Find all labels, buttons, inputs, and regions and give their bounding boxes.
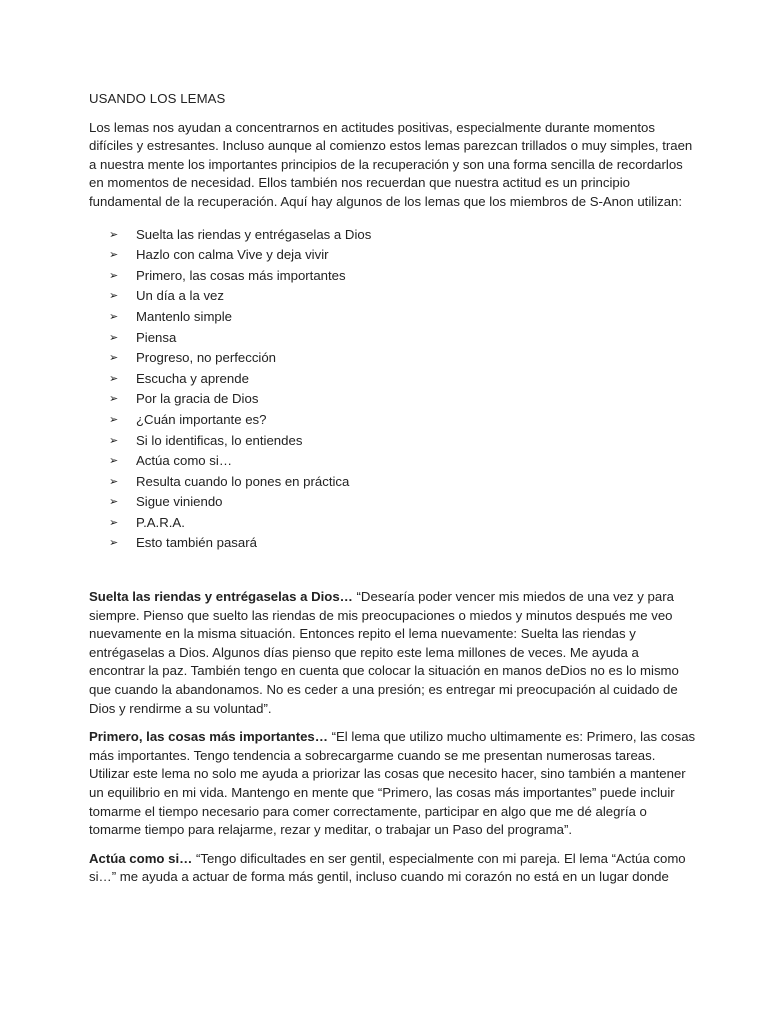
list-item	[109, 328, 698, 349]
arrowhead-bullet-icon: ➢	[109, 537, 119, 550]
list-item-label: Un día a la vez	[136, 288, 224, 304]
section-text: “Tengo dificultades en ser gentil, especialmente con mi pareja. El lema “Actúa como si…” me ayuda a actuar de forma más gentil, incluso cuando mi corazón no está en un lugar donde	[89, 850, 686, 885]
arrowhead-bullet-icon: ➢	[109, 228, 119, 241]
section-heading: Suelta las riendas y entrégaselas a Dios…	[89, 589, 353, 605]
list-item	[109, 533, 698, 554]
intro-paragraph: Los lemas nos ayudan a concentrarnos en actitudes positivas, especialmente durante momentos difíciles y estresantes. Incluso aunque al comienzo estos lemas parezcan trillados o muy simples, traen a nuestra mente los importantes principios de la recuperación y son una forma sencilla de recordarlos en momentos de necesidad. Ellos también nos recuerdan que nuestra actitud es un principio fundamental de la recuperación. Aquí hay algunos de los lemas que los miembros de S-Anon utilizan:	[89, 119, 693, 209]
list-item-label: Por la gracia de Dios	[136, 391, 259, 407]
section-primero-las-cosas	[89, 728, 698, 840]
section-heading: Primero, las cosas más importantes…	[89, 729, 328, 745]
list-item-label: Resulta cuando lo pones en práctica	[136, 473, 350, 489]
section-suelta-las-riendas	[89, 588, 698, 718]
list-item-label: Hazlo con calma Vive y deja vivir	[136, 247, 329, 263]
list-item-label: Sigue viniendo	[136, 494, 223, 510]
list-item-label: Progreso, no perfección	[136, 350, 277, 366]
list-item	[109, 369, 698, 390]
lemas-list	[89, 225, 698, 555]
list-item	[109, 492, 698, 513]
list-item-label: Esto también pasará	[136, 535, 257, 551]
arrowhead-bullet-icon: ➢	[109, 290, 119, 303]
list-item-label: ¿Cuán importante es?	[136, 411, 267, 427]
list-item	[109, 307, 698, 328]
list-item-label: Escucha y aprende	[136, 370, 249, 386]
arrowhead-bullet-icon: ➢	[109, 269, 119, 282]
arrowhead-bullet-icon: ➢	[109, 496, 119, 509]
section-actua-como-si	[89, 850, 698, 887]
list-item-label: Actúa como si…	[136, 453, 233, 469]
arrowhead-bullet-icon: ➢	[109, 413, 119, 426]
list-item	[109, 410, 698, 431]
list-item	[109, 431, 698, 452]
section-text: “El lema que utilizo mucho ultimamente es: Primero, las cosas más importantes. Tengo tendencia a sobrecargarme cuando se me presentan numerosas tareas. Utilizar este lema no solo me ayuda a priorizar las cosas que necesito hacer, sino también a mantener un equilibrio en mi vida. Mantengo en mente que “Primero, las cosas más importantes” puede incluir tomarme el tiempo necesario para comer correctamente, participar en algo que me dé alegría o tomarme tiempo para relajarme, rezar y meditar, o trabajar un Paso del programa”.	[89, 729, 696, 838]
list-item	[109, 451, 698, 472]
list-item-label: Piensa	[136, 329, 177, 345]
list-item	[109, 472, 698, 493]
arrowhead-bullet-icon: ➢	[109, 310, 119, 323]
list-item	[109, 266, 698, 287]
list-item-label: Si lo identificas, lo entiendes	[136, 432, 303, 448]
list-item	[109, 513, 698, 534]
section-spacer	[89, 554, 698, 588]
arrowhead-bullet-icon: ➢	[109, 393, 119, 406]
arrowhead-bullet-icon: ➢	[109, 455, 119, 468]
list-item	[109, 389, 698, 410]
document-title: USANDO LOS LEMAS	[89, 91, 226, 106]
list-item-label: Mantenlo simple	[136, 308, 233, 324]
arrowhead-bullet-icon: ➢	[109, 352, 119, 365]
arrowhead-bullet-icon: ➢	[109, 516, 119, 529]
section-text: “Desearía poder vencer mis miedos de una vez y para siempre. Pienso que suelto las riendas de mis preocupaciones o miedos y minutos después me veo nuevamente en la misma situación. Entonces repito el lema nuevamente: Suelta las riendas y entrégaselas a Dios. Algunos días pienso que repito este lema millones de veces. Me ayuda a encontrar la paz. También tengo en cuenta que colocar la situación en manos deDios no es lo mismo que cuando la abandonamos. No es ceder a una presión; es entregar mi preocupación al cuidado de Dios y rendirme a su voluntad”.	[89, 589, 679, 716]
arrowhead-bullet-icon: ➢	[109, 331, 119, 344]
arrowhead-bullet-icon: ➢	[109, 372, 119, 385]
list-item-label: Suelta las riendas y entrégaselas a Dios	[136, 226, 372, 242]
list-item-label: Primero, las cosas más importantes	[136, 267, 346, 283]
section-heading: Actúa como si…	[89, 850, 193, 866]
list-item-label: P.A.R.A.	[136, 514, 185, 530]
list-item	[109, 225, 698, 246]
arrowhead-bullet-icon: ➢	[109, 475, 119, 488]
list-item	[109, 245, 698, 266]
list-item	[109, 286, 698, 307]
arrowhead-bullet-icon: ➢	[109, 249, 119, 262]
list-item	[109, 348, 698, 369]
arrowhead-bullet-icon: ➢	[109, 434, 119, 447]
